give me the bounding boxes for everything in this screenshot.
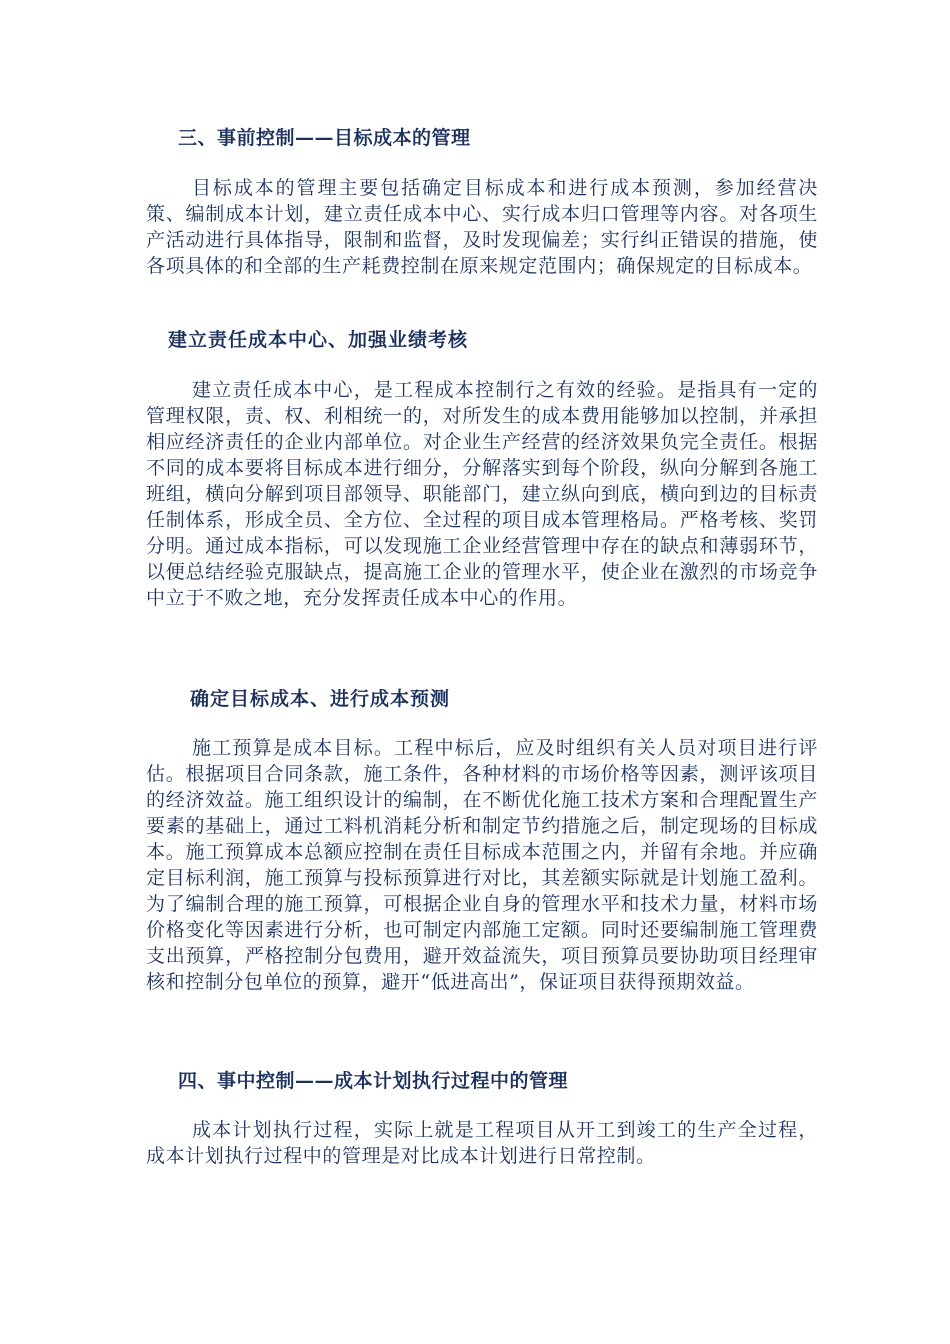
subsection-title-target-cost: 确定目标成本、进行成本预测 <box>190 688 451 710</box>
section-heading-3: 三、事前控制——目标成本的管理 <box>178 127 471 149</box>
section-3-intro-paragraph: 目标成本的管理主要包括确定目标成本和进行成本预测，参加经营决策、编制成本计划，建立责任成本中心、实行成本归口管理等内容。对各项生产活动进行具体指导，限制和监督，及时发现偏差；实行纠正错误的措施，使各项具体的和全部的生产耗费控制在原来规定范围内；确保规定的目标成本。 <box>146 177 818 277</box>
subsection-title-responsibility-center: 建立责任成本中心、加强业绩考核 <box>168 329 469 351</box>
target-cost-paragraph: 施工预算是成本目标。工程中标后，应及时组织有关人员对项目进行评估。根据项目合同条款，施工条件，各种材料的市场价格等因素，测评该项目的经济效益。施工组织设计的编制，在不断优化施工技术方案和合理配置生产要素的基础上，通过工料机消耗分析和制定节约措施之后，制定现场的目标成本。施工预算成本总额应控制在责任目标成本范围之内，并留有余地。并应确定目标利润，施工预算与投标预算进行对比，其差额实际就是计划施工盈利。为了编制合理的施工预算，可根据企业自身的管理水平和技术力量，材料市场价格变化等因素进行分析，也可制定内部施工定额。同时还要编制施工管理费支出预算，严格控制分包费用，避开效益流失，项目预算员要协助项目经理审核和控制分包单位的预算，避开“低进高出”，保证项目获得预期效益。 <box>146 737 818 993</box>
section-heading-4: 四、事中控制——成本计划执行过程中的管理 <box>178 1070 569 1092</box>
section-4-intro-paragraph: 成本计划执行过程，实际上就是工程项目从开工到竣工的生产全过程，成本计划执行过程中的管理是对比成本计划进行日常控制。 <box>146 1119 818 1167</box>
responsibility-center-paragraph: 建立责任成本中心，是工程成本控制行之有效的经验。是指具有一定的管理权限，责、权、利相统一的，对所发生的成本费用能够加以控制，并承担相应经济责任的企业内部单位。对企业生产经营的经济效果负完全责任。根据不同的成本要将目标成本进行细分，分解落实到每个阶段，纵向分解到各施工班组，横向分解到项目部领导、职能部门，建立纵向到底，横向到边的目标责任制体系，形成全员、全方位、全过程的项目成本管理格局。严格考核、奖罚分明。通过成本指标，可以发现施工企业经营管理中存在的缺点和薄弱环节，以便总结经验克服缺点，提高施工企业的管理水平，使企业在激烈的市场竞争中立于不败之地，充分发挥责任成本中心的作用。 <box>146 379 818 609</box>
